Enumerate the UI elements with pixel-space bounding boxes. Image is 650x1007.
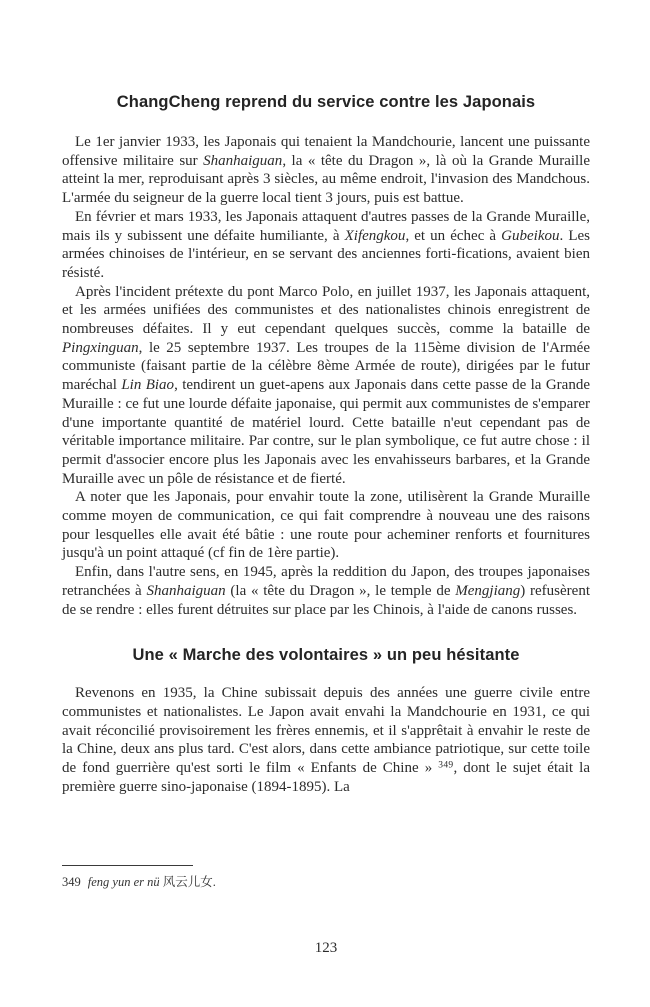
paragraph-4: A noter que les Japonais, pour envahir toute la zone, utilisèrent la Grande Muraille comme moyen de communication, ce qui fait comprendre à nouveau une des raisons pour lesquelles elle avait été bâtie : une route pour acheminer renforts et fournitures jusqu'à un point attaqué (cf fin de 1ère partie). xyxy=(62,489,590,562)
paragraph-6: Revenons en 1935, la Chine subissait depuis des années une guerre civile entre communistes et nationalistes. Le Japon avait envahi la Mandchourie en 1931, ce qui avait réconcilié provisoirement les frères ennemis, et il s'apprêtait à envahir le reste de la Chine, deux ans plus tard. C'est alors, dans cette ambiance patriotique, sur cette toile de fond guerrière qu'est sorti le film « Enfants de Chine » $^{349}$, dont le sujet était la première guerre sino-japonaise (1894-1895). La xyxy=(62,685,590,795)
footnote xyxy=(62,874,590,890)
footnote-separator xyxy=(62,865,193,866)
text-block xyxy=(62,0,590,797)
paragraph-3: Après l'incident prétexte du pont Marco Polo, en juillet 1937, les Japonais attaquent, et les armées unifiées des communistes et des nationalistes chinois enregistrent de nombreuses défaites. Il y eut cependant quelques succès, comme la bataille de Pingxinguan, le 25 septembre 1937. Les troupes de la 115ème division de l'Armée communiste (faisant partie de la célèbre 8ème Armée de route), dirigées par le futur maréchal Lin Biao, tendirent un guet-apens aux Japonais dans cette passe de la Grande Muraille : ce fut une lourde défaite japonaise, qui permit aux communistes de s'emparer d'une importante quantité de matériel lourd. Cette bataille n'eut cependant pas de véritable importance militaire. Par contre, sur le plan symbolique, ce fut autre chose : il permit d'associer encore plus les Japonais avec les envahisseurs barbares, et la Grande Muraille avec un pôle de résistance et de fierté. xyxy=(62,283,590,487)
page-number: 123 xyxy=(314,940,338,956)
paragraph-1: Le 1er janvier 1933, les Japonais qui tenaient la Mandchourie, lancent une puissante offensive militaire sur Shanhaiguan, la « tête du Dragon », là où la Grande Muraille atteint la mer, reproduisant après 3 siècles, au même endroit, l'invasion des Mandchous. L'armée du seigneur de la guerre local tient 3 jours, puis est battue. xyxy=(62,134,591,207)
footnote-marker: 349 xyxy=(62,875,81,889)
paragraph-2: En février et mars 1933, les Japonais attaquent d'autres passes de la Grande Muraille, mais ils y subissent une défaite humiliante, à Xifengkou, et un échec à Gubeikou. Les armées chinoises de l'intérieur, en se servant des anciennes forti-fications, avaient bien résisté. xyxy=(62,208,590,281)
footnote-text: feng yun er nü 风云儿女. xyxy=(87,875,216,889)
section-heading-marche-des-volontaires: Une « Marche des volontaires » un peu hésitante xyxy=(132,646,520,665)
section-heading-changcheng: ChangCheng reprend du service contre les Japonais xyxy=(116,93,536,111)
paragraph-5: Enfin, dans l'autre sens, en 1945, après la reddition du Japon, des troupes japonaises retranchées à Shanhaiguan (la « tête du Dragon », le temple de Mengjiang) refusèrent de se rendre : elles furent détruites sur place par les Chinois, à l'aide de canons russes. xyxy=(62,564,590,618)
